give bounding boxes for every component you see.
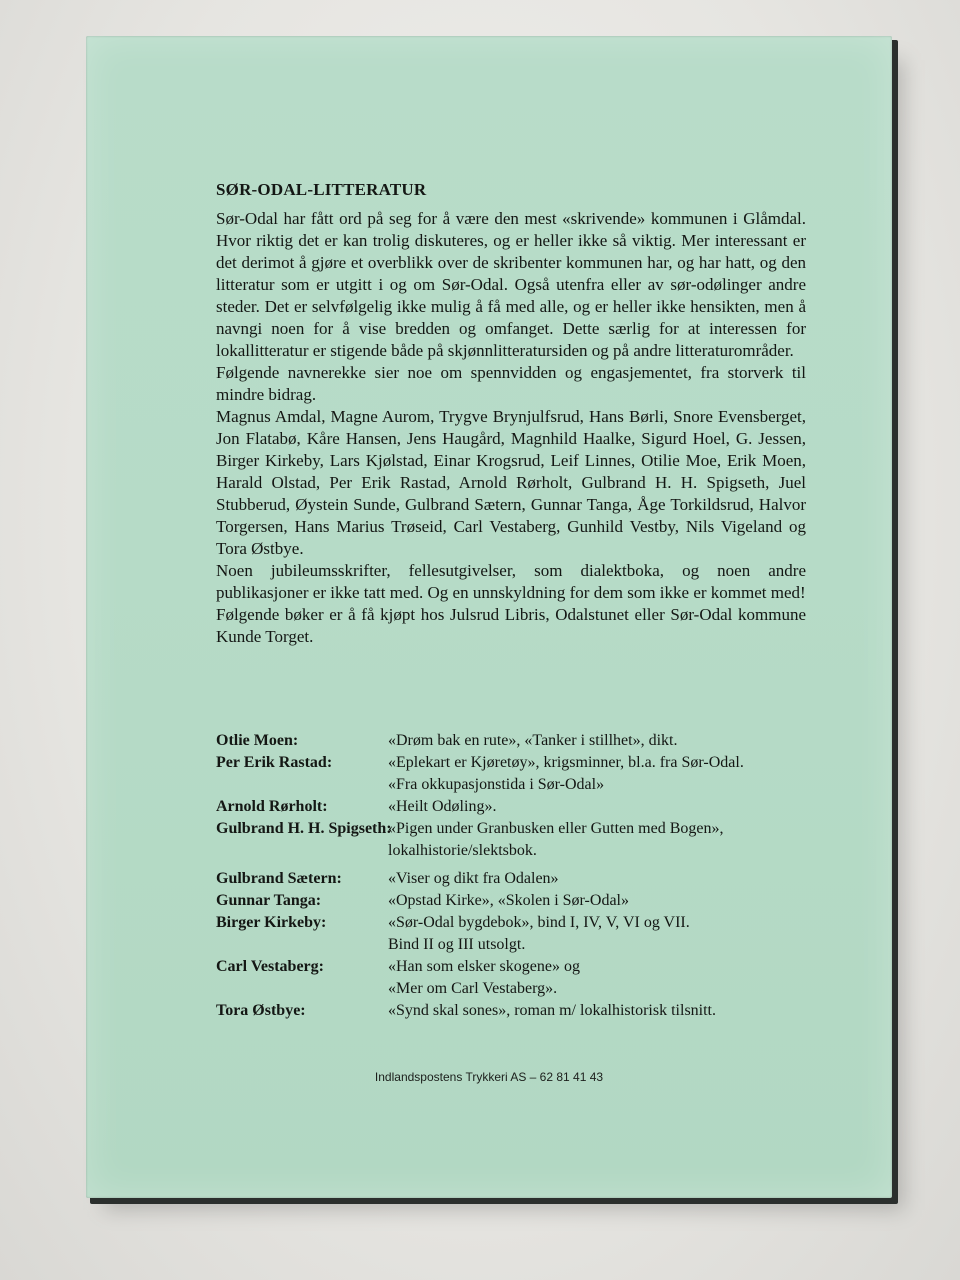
book-entry: [216, 868, 826, 890]
book-title-line: «Eplekart er Kjøretøy», krigsminner, bl.a. fra Sør-Odal.: [388, 754, 744, 771]
book-entry: [216, 912, 826, 956]
book-title-line: «Sør-Odal bygdebok», bind I, IV, V, VI og VII.: [388, 914, 690, 931]
book-entry: [216, 956, 826, 1000]
book-titles: [388, 818, 826, 862]
book-title-line: «Fra okkupasjonstida i Sør-Odal»: [388, 776, 605, 793]
paragraph-omissions: Noen jubileumsskrifter, fellesutgivelser, som dialektboka, og noen andre publikasjoner er ikke tatt med. Og en unnskyldning for dem som ikke er kommet med!: [216, 561, 806, 602]
book-entry: [216, 890, 826, 912]
book-titles: [388, 956, 826, 1000]
book-titles: [388, 752, 826, 796]
book-author: Birger Kirkeby:: [216, 914, 327, 931]
book-author: Arnold Rørholt:: [216, 798, 328, 815]
paragraph-intro: Sør-Odal har fått ord på seg for å være den mest «skrivende» kommunen i Glåmdal. Hvor riktig det er kan trolig diskuteres, og er heller ikke så viktig. Mer interessant er det derimot å gjøre et overblikk over de skribenter kommunen har, og har hatt, og den litteratur som er utgitt i og om Sør-Odal. Også utenfra eller av sør-odølinger andre steder. Det er selvfølgelig ikke mulig å få med alle, og er heller ikke hensikten, men å navngi noen for å vise bredden og omfanget. Dette særlig for at interessen for lokallitteratur er stigende både på skjønnlitteratursiden og på andre litteraturområder.: [216, 209, 806, 360]
book-entry: [216, 796, 826, 818]
book-entry: [216, 730, 826, 752]
book-titles: [388, 796, 826, 818]
book-author: Per Erik Rastad:: [216, 754, 333, 771]
book-title-line: «Mer om Carl Vestaberg».: [388, 980, 558, 997]
book-titles: [388, 868, 826, 890]
book-title-line: Bind II og III utsolgt.: [388, 936, 526, 953]
book-entry: [216, 752, 826, 796]
book-author: Tora Østbye:: [216, 1002, 306, 1019]
book-titles: [388, 730, 826, 752]
book-author: Carl Vestaberg:: [216, 958, 324, 975]
book-title-line: lokalhistorie/slektsbok.: [388, 842, 537, 859]
book-titles: [388, 912, 826, 956]
book-title-line: «Drøm bak en rute», «Tanker i stillhet», dikt.: [388, 732, 678, 749]
printer-imprint: Indlandspostens Trykkeri AS – 62 81 41 43: [374, 1070, 604, 1084]
paragraph-author-names: Magnus Amdal, Magne Aurom, Trygve Brynjulfsrud, Hans Børli, Snore Evensberget, Jon Flatabø, Kåre Hansen, Jens Haugård, Magnhild Haalke, Sigurd Hoel, G. Jessen, Birger Kirkeby, Lars Kjølstad, Einar Krogsrud, Leif Linnes, Otilie Moe, Erik Moen, Harald Olstad, Per Erik Rastad, Arnold Rørholt, Gulbrand H. H. Spigseth, Juel Stubberud, Øystein Sunde, Gulbrand Sætern, Gunnar Tanga, Åge Torkildsrud, Halvor Torgersen, Hans Marius Trøseid, Carl Vestaberg, Gunhild Vestby, Nils Vigeland og Tora Østbye.: [216, 407, 806, 558]
book-entry: [216, 1000, 826, 1022]
book-author: Gulbrand Sætern:: [216, 870, 342, 887]
book-list: [216, 730, 826, 1022]
book-title-line: «Pigen under Granbusken eller Gutten med Bogen»,: [388, 820, 724, 837]
intro-text: [216, 208, 806, 648]
heading: SØR-ODAL-LITTERATUR: [216, 180, 427, 199]
paragraph-names-intro: Følgende navnerekke sier noe om spennvidden og engasjementet, fra storverk til mindre bidrag.: [216, 363, 806, 404]
book-title-line: «Synd skal sones», roman m/ lokalhistorisk tilsnitt.: [388, 1002, 716, 1019]
book-title-line: «Opstad Kirke», «Skolen i Sør-Odal»: [388, 892, 629, 909]
book-titles: [388, 1000, 826, 1022]
book-author: Gunnar Tanga:: [216, 892, 322, 909]
book-titles: [388, 890, 826, 912]
paragraph-where-to-buy: Følgende bøker er å få kjøpt hos Julsrud Libris, Odalstunet eller Sør-Odal kommune Kunde Torget.: [216, 605, 806, 646]
book-author: Gulbrand H. H. Spigseth:: [216, 820, 392, 837]
book-entry: [216, 818, 826, 862]
book-title-line: «Han som elsker skogene» og: [388, 958, 580, 975]
book-title-line: «Viser og dikt fra Odalen»: [388, 870, 559, 887]
book-author: Otlie Moen:: [216, 732, 299, 749]
book-title-line: «Heilt Odøling».: [388, 798, 497, 815]
